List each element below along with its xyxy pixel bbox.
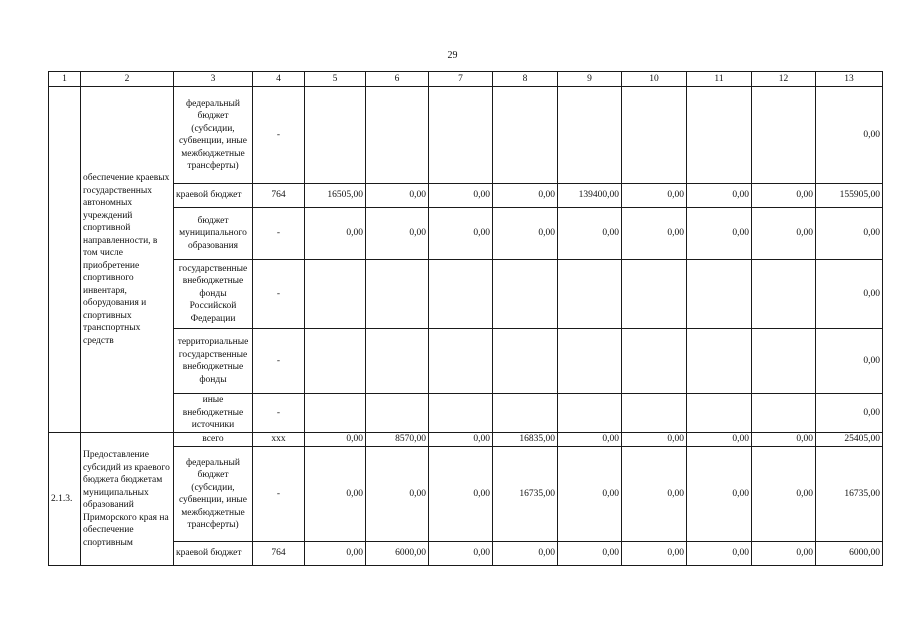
value-cell [366, 260, 429, 329]
value-cell [622, 329, 687, 394]
total-cell: 0,00 [816, 208, 883, 260]
value-cell [429, 394, 493, 433]
value-cell: 0,00 [366, 184, 429, 208]
measure-name-cell: обеспечение краевых государственных автономных учреждений спортивной направленности, в том числе приобретение спортивного инвентаря, оборудования и спортивных транспортных средств [81, 87, 174, 433]
total-cell: 0,00 [816, 329, 883, 394]
total-cell: 25405,00 [816, 433, 883, 447]
value-cell: 16505,00 [305, 184, 366, 208]
total-cell: 0,00 [816, 260, 883, 329]
value-cell: 0,00 [558, 208, 622, 260]
column-header: 10 [622, 72, 687, 87]
value-cell [493, 87, 558, 184]
value-cell [558, 87, 622, 184]
code-cell: - [253, 208, 305, 260]
column-header: 8 [493, 72, 558, 87]
value-cell: 0,00 [622, 184, 687, 208]
column-header: 5 [305, 72, 366, 87]
row-number-cell [49, 87, 81, 433]
value-cell [752, 87, 816, 184]
value-cell: 0,00 [429, 542, 493, 566]
value-cell [752, 394, 816, 433]
value-cell [752, 260, 816, 329]
page-number: 29 [447, 50, 458, 61]
funding-source-cell: иные внебюджетные источники [174, 394, 253, 433]
funding-source-cell: краевой бюджет [174, 542, 253, 566]
header-row [49, 72, 883, 87]
code-cell: 764 [253, 184, 305, 208]
code-cell: - [253, 87, 305, 184]
value-cell: 0,00 [493, 542, 558, 566]
column-header: 13 [816, 72, 883, 87]
value-cell: 139400,00 [558, 184, 622, 208]
value-cell: 0,00 [366, 208, 429, 260]
total-cell: 0,00 [816, 394, 883, 433]
value-cell: 0,00 [305, 208, 366, 260]
total-cell: 16735,00 [816, 447, 883, 542]
column-header: 12 [752, 72, 816, 87]
value-cell [305, 394, 366, 433]
column-header: 3 [174, 72, 253, 87]
value-cell: 0,00 [687, 447, 752, 542]
value-cell: 8570,00 [366, 433, 429, 447]
code-cell: - [253, 447, 305, 542]
value-cell: 0,00 [429, 433, 493, 447]
value-cell: 0,00 [687, 542, 752, 566]
code-cell: - [253, 329, 305, 394]
value-cell [493, 329, 558, 394]
budget-table [48, 71, 883, 566]
code-cell: - [253, 260, 305, 329]
value-cell [429, 87, 493, 184]
column-header: 11 [687, 72, 752, 87]
value-cell: 0,00 [558, 542, 622, 566]
value-cell: 0,00 [687, 184, 752, 208]
column-header: 7 [429, 72, 493, 87]
funding-source-cell: государственные внебюджетные фонды Российской Федерации [174, 260, 253, 329]
table-row [49, 260, 883, 329]
funding-source-cell: федеральный бюджет (субсидии, субвенции, иные межбюджетные трансферты) [174, 447, 253, 542]
value-cell: 0,00 [752, 433, 816, 447]
value-cell: 6000,00 [366, 542, 429, 566]
total-cell: 0,00 [816, 87, 883, 184]
code-cell: 764 [253, 542, 305, 566]
value-cell [493, 394, 558, 433]
value-cell [558, 260, 622, 329]
value-cell [622, 260, 687, 329]
funding-source-cell: федеральный бюджет (субсидии, субвенции, иные межбюджетные трансферты) [174, 87, 253, 184]
value-cell [429, 260, 493, 329]
value-cell: 0,00 [622, 433, 687, 447]
value-cell [493, 260, 558, 329]
column-header: 9 [558, 72, 622, 87]
code-cell: - [253, 394, 305, 433]
value-cell [305, 260, 366, 329]
value-cell [305, 87, 366, 184]
table-row [49, 542, 883, 566]
value-cell [687, 260, 752, 329]
value-cell [558, 329, 622, 394]
value-cell: 0,00 [493, 184, 558, 208]
value-cell: 0,00 [558, 447, 622, 542]
value-cell [622, 394, 687, 433]
value-cell: 16835,00 [493, 433, 558, 447]
total-cell: 155905,00 [816, 184, 883, 208]
column-header: 6 [366, 72, 429, 87]
value-cell: 0,00 [493, 208, 558, 260]
table-row [49, 433, 883, 447]
value-cell [305, 329, 366, 394]
value-cell: 0,00 [622, 208, 687, 260]
value-cell: 0,00 [305, 447, 366, 542]
value-cell [429, 329, 493, 394]
value-cell: 0,00 [429, 184, 493, 208]
column-header: 2 [81, 72, 174, 87]
column-header: 4 [253, 72, 305, 87]
column-header: 1 [49, 72, 81, 87]
value-cell [366, 394, 429, 433]
measure-name-cell: Предоставление субсидий из краевого бюджета бюджетам муниципальных образований Приморского края на обеспечение спортивным [81, 433, 174, 566]
table-row [49, 447, 883, 542]
funding-source-cell: всего [174, 433, 253, 447]
value-cell: 0,00 [752, 542, 816, 566]
value-cell: 0,00 [305, 433, 366, 447]
value-cell [687, 329, 752, 394]
value-cell [687, 394, 752, 433]
total-cell: 6000,00 [816, 542, 883, 566]
value-cell: 0,00 [558, 433, 622, 447]
value-cell: 16735,00 [493, 447, 558, 542]
value-cell [558, 394, 622, 433]
table-row [49, 87, 883, 184]
value-cell: 0,00 [752, 184, 816, 208]
value-cell [752, 329, 816, 394]
table-row [49, 329, 883, 394]
value-cell [366, 87, 429, 184]
value-cell: 0,00 [366, 447, 429, 542]
value-cell: 0,00 [752, 208, 816, 260]
value-cell: 0,00 [429, 447, 493, 542]
table-row [49, 394, 883, 433]
value-cell: 0,00 [305, 542, 366, 566]
funding-source-cell: бюджет муниципального образования [174, 208, 253, 260]
value-cell [622, 87, 687, 184]
value-cell: 0,00 [622, 542, 687, 566]
funding-source-cell: краевой бюджет [174, 184, 253, 208]
value-cell: 0,00 [752, 447, 816, 542]
value-cell [687, 87, 752, 184]
funding-source-cell: территориальные государственные внебюджетные фонды [174, 329, 253, 394]
value-cell: 0,00 [429, 208, 493, 260]
value-cell: 0,00 [622, 447, 687, 542]
table-row [49, 208, 883, 260]
row-number-cell: 2.1.3. [49, 433, 81, 566]
value-cell: 0,00 [687, 208, 752, 260]
value-cell: 0,00 [687, 433, 752, 447]
code-cell: ххх [253, 433, 305, 447]
value-cell [366, 329, 429, 394]
table-row [49, 184, 883, 208]
